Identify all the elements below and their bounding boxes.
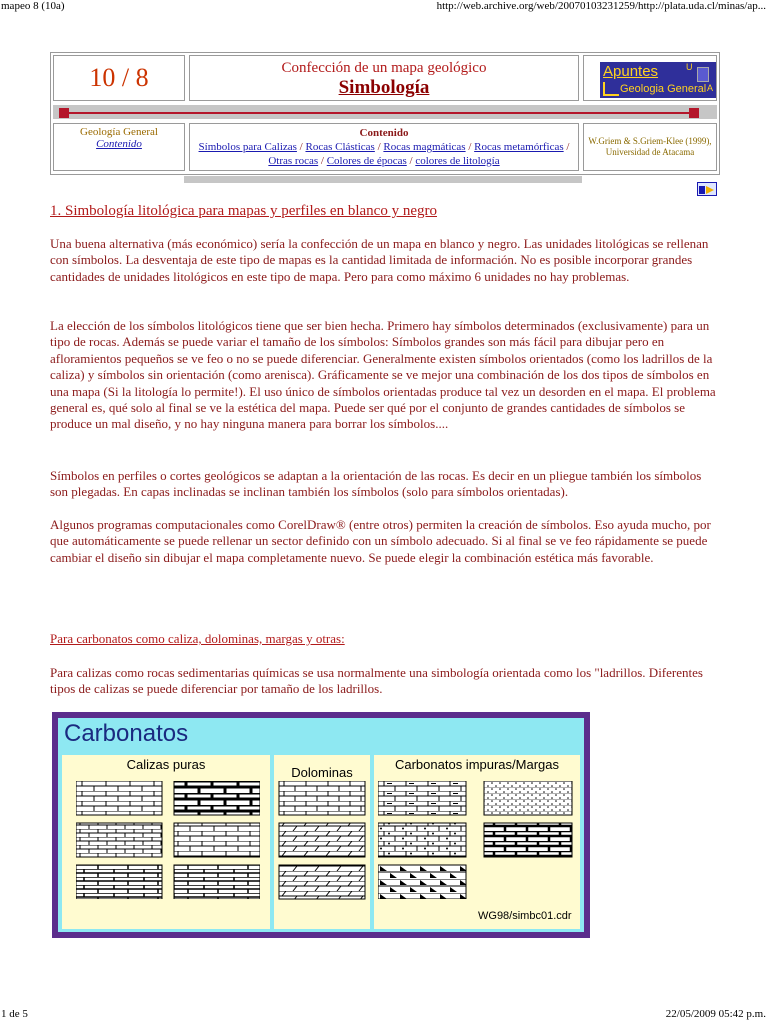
nav-link-metamorficas[interactable]: Rocas metamórficas — [474, 141, 564, 153]
arrow-right-icon — [698, 184, 716, 196]
next-page-icon[interactable] — [697, 182, 717, 196]
nav-link-colores-litologia[interactable]: colores de litología — [415, 155, 500, 167]
nav-separator: / — [406, 155, 416, 167]
carbonate-heading-link[interactable]: Para carbonatos como caliza, dolominas, margas y otras: — [50, 631, 345, 646]
nav-separator: / — [296, 141, 306, 153]
print-header-url: http://web.archive.org/web/20070103231259/http://plata.uda.cl/minas/ap... — [436, 0, 766, 12]
nav-link-otras[interactable]: Otras rocas — [268, 155, 319, 167]
figure-title: Carbonatos — [64, 720, 189, 747]
bar-line — [69, 112, 689, 114]
carbonate-figure — [52, 712, 590, 938]
panel-calizas — [62, 755, 270, 929]
nav-separator: / — [563, 141, 570, 153]
title-block — [189, 55, 579, 101]
nav-right-cell — [583, 123, 717, 171]
credit-university: Universidad de Atacama — [605, 147, 695, 157]
page-number: 10 / 8 — [53, 55, 185, 101]
contents-heading: Contenido — [359, 127, 409, 139]
nav-separator: / — [465, 141, 475, 153]
print-footer-date: 22/05/2009 05:42 p.m. — [665, 1008, 766, 1020]
nav-left-cell — [53, 123, 185, 171]
paragraph-2: La elección de los símbolos litológicos tiene que ser bien hecha. Primero hay símbolos determinados (exclusivamente) para un tipo de rocas. Además se puede variar el tamaño de los símbolos: Símbolos grandes son más fácil para dibujar pero en afloramientos pequeños se ve feo o no se puede diferenciar. Generalmente existen símbolos orientados (como los ladrillos de la caliza) y símbolos sin orientación (como arenisca). Gráficamente se ve mejor una combinación de los dos tipos de símbolos en una mapa (Si la litología lo permite!). El uso único de símbolos orientadas produce tal vez un desorden en el mapa. El problema general es, qué solo al final se ve la estética del mapa. Puede ser qué por el conjunto de grandes cantidades de símbolos se produce un mal diseño, y no hay ninguna manera para borrar los símbolos.... — [50, 318, 716, 432]
panel-dolominas — [274, 755, 370, 929]
panel-label-margas: Carbonatos impuras/Margas — [394, 757, 560, 772]
dolomite-symbols — [278, 781, 366, 901]
panel-label-calizas: Calizas puras — [126, 757, 206, 772]
nav-separator: / — [374, 141, 384, 153]
nav-link-calizas[interactable]: Símbolos para Calizas — [198, 141, 297, 153]
paragraph-1: Una buena alternativa (más económico) sería la confección de un mapa en blanco y negro. Las unidades litológicas se rellenan con símbolos. La desventaja de este tipo de mapas es la cantidad limitada de información. No es posible incorporar grandes cantidades de unidades litológicos en este tipo de mapa. Pero para como máximo 6 unidades no hay problemas. — [50, 236, 709, 284]
paragraph-3: Símbolos en perfiles o cortes geológicos se adaptan a la orientación de las rocas. Es decir en un pliegue también los símbolos son plegadas. En capas inclinadas se inclinan también los símbolos (solo para símbolos orientadas). — [50, 468, 702, 500]
nav-separator: / — [318, 155, 327, 167]
carbonate-paragraph: Para calizas como rocas sedimentarias químicas se usa normalmente una simbología orientada como los "ladrillos. Diferentes tipos de calizas se puede diferenciar por tamaño de los ladrillos. — [50, 665, 703, 697]
panel-label-dolominas: Dolominas — [291, 765, 353, 780]
logo-text: Apuntes — [603, 63, 659, 80]
print-header-title: mapeo 8 (10a) — [1, 0, 65, 12]
nav-link-clasticas[interactable]: Rocas Clásticas — [305, 141, 375, 153]
credit-authors: W.Griem & S.Griem-Klee (1999), — [588, 136, 712, 146]
section-title: 1. Simbología litológica para mapas y perfiles en blanco y negro — [50, 203, 437, 219]
limestone-symbols — [76, 781, 260, 899]
contents-link[interactable]: Contenido — [96, 138, 142, 150]
panel-margas — [374, 755, 580, 929]
nav-link-colores-epocas[interactable]: Colores de épocas — [326, 155, 407, 167]
print-footer-page: 1 de 5 — [1, 1008, 28, 1020]
logo-bracket — [603, 82, 619, 96]
logo-letter-d-block — [697, 67, 709, 82]
bar-marker-left — [59, 108, 69, 118]
apuntes-logo[interactable] — [600, 62, 716, 98]
figure-canvas — [58, 718, 584, 932]
nav-center-cell — [189, 123, 579, 171]
marl-symbols — [378, 781, 576, 899]
course-name: Geología General — [80, 126, 158, 138]
logo-subtitle: Geologia General — [620, 83, 707, 95]
nav-underline-bar — [184, 176, 582, 183]
header-table — [50, 52, 720, 175]
figure-credit: WG98/simbc01.cdr — [478, 910, 572, 922]
nav-link-magmaticas[interactable]: Rocas magmáticas — [383, 141, 466, 153]
logo-letter-u: U — [686, 62, 693, 72]
paragraph-4: Algunos programas computacionales como CorelDraw® (entre otros) permiten la creación de símbolos. Eso ayuda mucho, por que automáticamente se puede rellenar un sector definido con un símbolo adecuado. Si al final se ve feo rápidamente se puede cambiar el diseño sin dibujar el mapa completamente nuevo. Se puede elegir la combinación estética más favorable. — [50, 517, 711, 565]
logo-cell — [583, 55, 717, 101]
nav-links — [194, 140, 574, 168]
logo-letter-a: A — [707, 83, 714, 93]
page-subtitle: Simbología — [338, 77, 430, 98]
page-title: Confección de un mapa geológico — [281, 60, 487, 76]
bar-marker-right — [689, 108, 699, 118]
